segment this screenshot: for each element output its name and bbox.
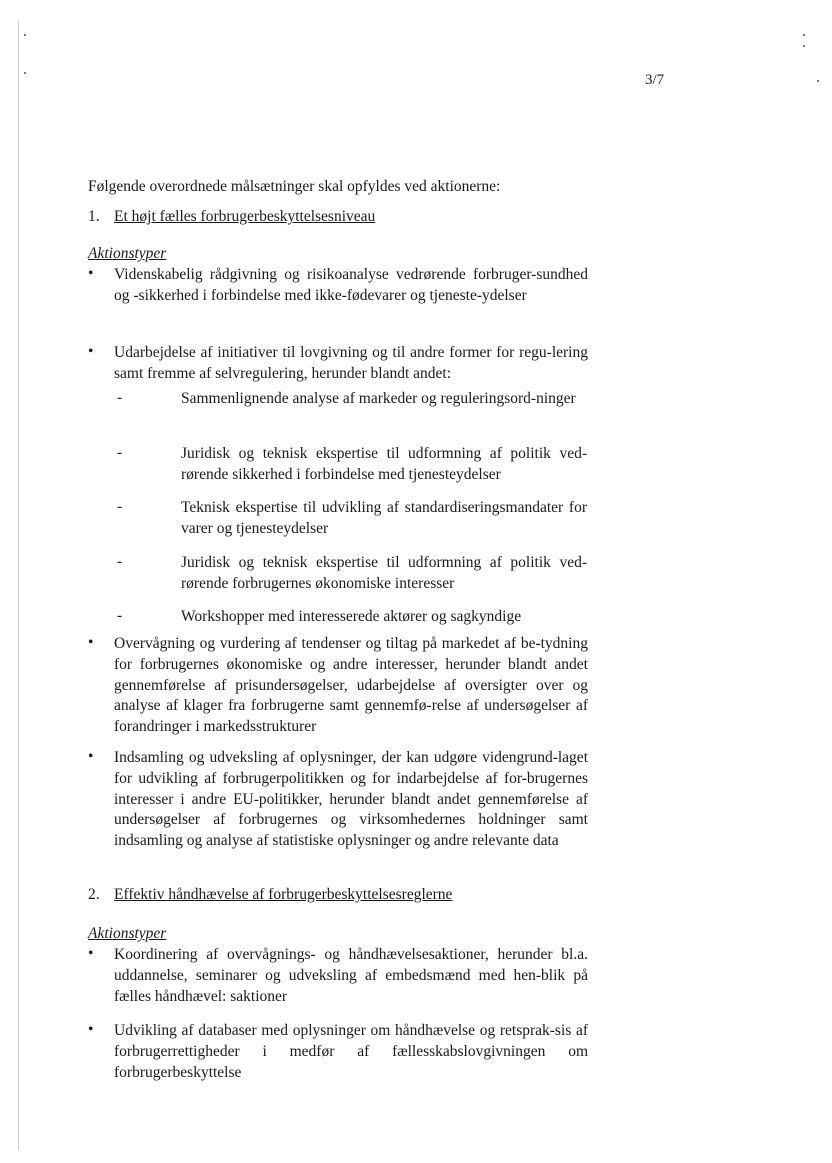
dash-glyph: -: [117, 389, 123, 406]
section-number: 1.: [88, 208, 100, 225]
sub-item-text: Workshopper med interesserede aktører og sagkyndige: [181, 608, 522, 625]
page-number: 3/7: [645, 72, 665, 88]
sub-item-text: Juridisk og teknisk ekspertise til udformning af politik ved-rørende sikkerhed i forbindelse med tjenesteydelser: [181, 445, 587, 483]
bullet-glyph: •: [88, 343, 94, 360]
bullet-glyph: •: [88, 265, 94, 282]
dash-glyph: -: [117, 444, 123, 461]
scan-speck: [803, 34, 805, 36]
bullet-text: Koordinering af overvågnings- og håndhævelsesaktioner, herunder bl.a. uddannelse, seminarer og udveksling af embedsmænd med hen-blik på fælles håndhævel: saktioner: [114, 946, 588, 1005]
bullet-glyph: •: [88, 945, 94, 962]
scan-speck: [817, 80, 819, 82]
intro-text: Følgende overordnede målsætninger skal opfyldes ved aktionerne:: [88, 178, 501, 195]
actions-label: Aktionstyper: [88, 245, 167, 262]
bullet-text: Udvikling af databaser med oplysninger om håndhævelse og retsprak-sis af forbrugerrettigheder i medfør af fællesskabslovgivningen om forbrugerbeskyttelse: [114, 1022, 588, 1081]
actions-label: Aktionstyper: [88, 925, 167, 942]
dash-glyph: -: [117, 553, 123, 570]
section-title: Effektiv håndhævelse af forbrugerbeskyttelsesreglerne: [114, 886, 453, 903]
bullet-text: Udarbejdelse af initiativer til lovgivning og til andre former for regu-lering samt fremme af selvregulering, herunder blandt andet:: [114, 344, 588, 382]
section-title: Et højt fælles forbrugerbeskyttelsesniveau: [114, 208, 376, 225]
section-number: 2.: [88, 886, 100, 903]
dash-glyph: -: [117, 498, 123, 515]
bullet-glyph: •: [88, 1021, 94, 1038]
bullet-text: Overvågning og vurdering af tendenser og tiltag på markedet af be-tydning for forbrugernes økonomiske og andre interesser, herunder blandt andet gennemførelse af prisundersøgelser, udarbejdelse af oversigter over og analyse af klager fra forbrugerne samt gennemfø-relse af undersøgelser af forandringer i markedsstrukturer: [114, 635, 588, 736]
sub-item-text: Sammenlignende analyse af markeder og reguleringsord-ninger: [181, 390, 576, 407]
scan-speck: [24, 72, 26, 74]
bullet-glyph: •: [88, 748, 94, 765]
sub-item-text: Juridisk og teknisk ekspertise til udformning af politik ved-rørende forbrugernes økonomiske interesser: [181, 554, 587, 592]
dash-glyph: -: [117, 607, 123, 624]
scan-speck: [24, 34, 26, 36]
bullet-text: Videnskabelig rådgivning og risikoanalyse vedrørende forbruger-sundhed og -sikkerhed i forbindelse med ikke-fødevarer og tjeneste-ydelser: [114, 266, 588, 304]
scan-speck: [803, 45, 805, 47]
sub-item-text: Teknisk ekspertise til udvikling af standardiseringsmandater for varer og tjenesteydelser: [181, 499, 587, 537]
scan-margin-line: [18, 20, 19, 1150]
bullet-glyph: •: [88, 634, 94, 651]
bullet-text: Indsamling og udveksling af oplysninger, der kan udgøre videngrund-laget for udvikling af forbrugerpolitikken og for indarbejdelse af for-brugernes interesser i andre EU-politikker, herunder blandt andet gennemførelse af undersøgelser af forbrugernes og virksomhedernes holdninger samt indsamling og analyse af statistiske oplysninger og andre relevante data: [114, 749, 588, 850]
